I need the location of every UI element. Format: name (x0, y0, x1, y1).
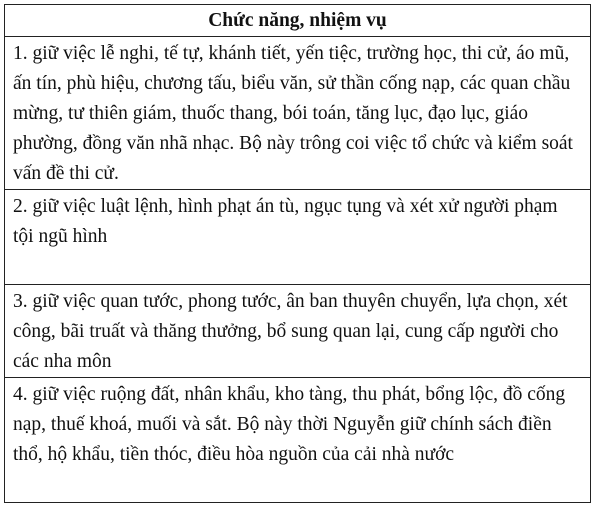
table-row: 4. giữ việc ruộng đất, nhân khẩu, kho tàng, thu phát, bổng lộc, đồ cống nạp, thuế khoá, muối và sắt. Bộ này thời Nguyễn giữ chính sách điền thổ, hộ khẩu, tiền thóc, điều hòa nguồn của cải nhà nước (13, 384, 566, 465)
table-header: Chức năng, nhiệm vụ (5, 5, 590, 37)
table-row: 2. giữ việc luật lệnh, hình phạt án tù, ngục tụng và xét xử người phạm tội ngũ hình (5, 190, 590, 285)
table-row: 3. giữ việc quan tước, phong tước, ân ban thuyên chuyển, lựa chọn, xét công, bãi truất và thăng thưởng, bổ sung quan lại, cung cấp người cho các nha môn (5, 285, 590, 378)
duties-table (4, 4, 591, 503)
table-row: 1. giữ việc lễ nghi, tế tự, khánh tiết, yến tiệc, trường học, thi cử, áo mũ, ấn tín, phù hiệu, chương tấu, biểu văn, sử thần cống nạp, các quan chầu mừng, tư thiên giám, thuốc thang, bói toán, tăng lục, đạo lục, giáo phường, đồng văn nhã nhạc. Bộ này trông coi việc tổ chức và kiểm soát vấn đề thi cử. (5, 37, 590, 190)
